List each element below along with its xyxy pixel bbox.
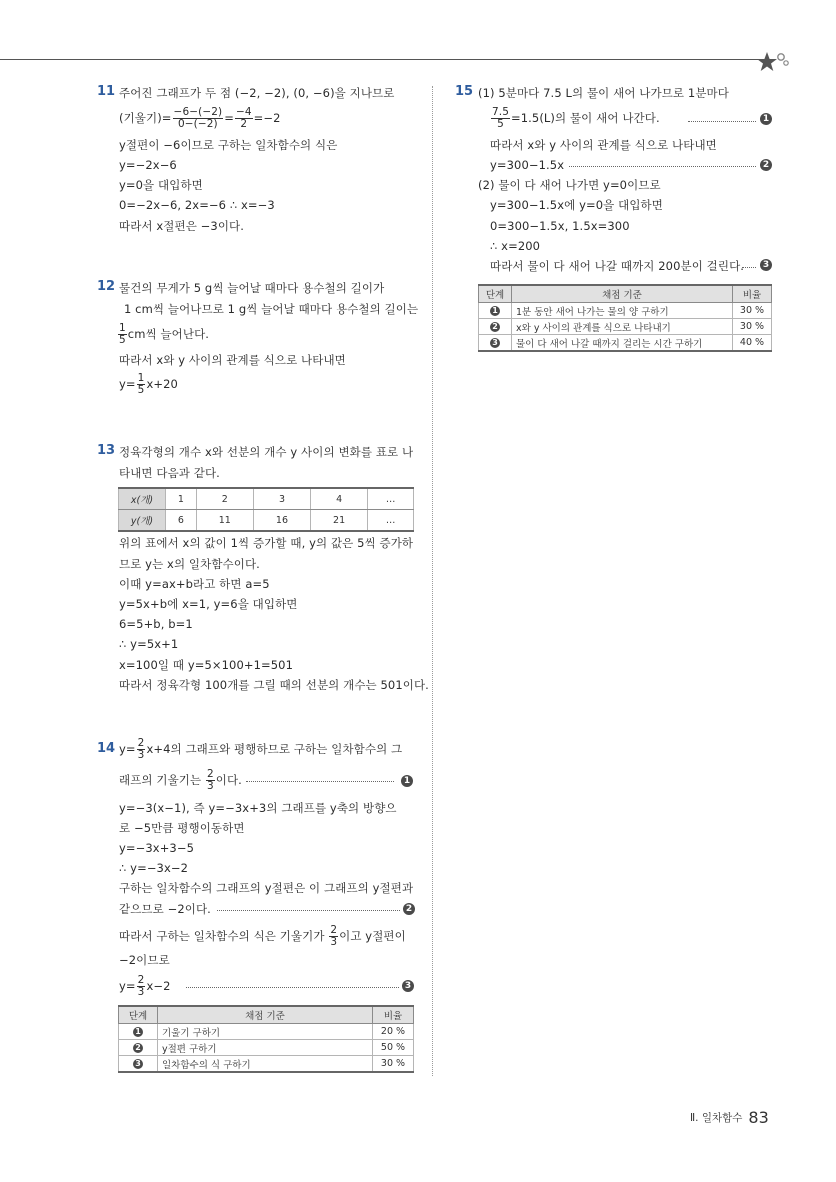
dotted-leader [186, 987, 399, 988]
page-footer [690, 1108, 769, 1127]
text-line: 따라서 물이 다 새어 나갈 때까지 200분이 걸린다. [490, 259, 745, 273]
problem-number: 14 [97, 741, 116, 756]
fraction: $\frac{2}{3}$ [137, 737, 145, 761]
equation-line: 0=−2x−6, 2x=−6 ∴ x=−3 [119, 198, 275, 212]
text-line: 타내면 다음과 같다. [119, 466, 220, 480]
table-cell: y절편 구하기 [158, 1040, 373, 1056]
star-icon [757, 49, 791, 75]
table-row [479, 303, 772, 319]
table-row [119, 1040, 414, 1056]
equation-line: x=100일 때 y=5×100+1=501 [119, 658, 294, 672]
table-cell: 2 [196, 488, 253, 510]
fraction: $\frac{2}{3}$ [137, 974, 145, 998]
step-marker: 1 [133, 1027, 143, 1037]
text-line: 이때 y=ax+b라고 하면 a=5 [119, 577, 270, 591]
table-row [119, 510, 414, 532]
table-cell: 6 [166, 510, 197, 532]
step-marker: 3 [490, 338, 500, 348]
value-table [118, 487, 414, 532]
text-line: 물건의 무게가 5 g씩 늘어날 때마다 용수철의 길이가 [119, 281, 385, 295]
step-marker: 2 [490, 322, 500, 332]
equation-line: y=−2x−6 [119, 158, 177, 172]
text-line: y= $\frac{2}{3}$ x+4의 그래프와 평행하므로 구하는 일차함수의 그 [119, 737, 403, 761]
table-header: 채점 기준 [512, 285, 733, 303]
text-line: 로 −5만큼 평행이동하면 [119, 821, 245, 835]
table-cell: 20 % [373, 1024, 414, 1040]
dotted-leader [742, 267, 756, 268]
equation-line: ∴ y=5x+1 [119, 637, 179, 651]
dotted-leader [688, 121, 756, 122]
table-cell: 3 [253, 488, 310, 510]
column-divider [432, 86, 433, 1076]
text-line: 1 cm씩 늘어나므로 1 g씩 늘어날 때마다 용수철의 길이는 [124, 302, 419, 316]
equation-line: ∴ x=200 [490, 239, 541, 253]
chapter-label: Ⅱ. 일차함수 [690, 1112, 743, 1124]
step-marker: 3 [760, 259, 772, 271]
text-line: 같으므로 −2이다. [119, 902, 211, 916]
step-marker: 1 [401, 775, 413, 787]
table-header: 단계 [479, 285, 512, 303]
slope-formula: (기울기)= $\frac{-6-(-2)}{0-(-2)}$ = $\frac{-4}{2}$ =−2 [119, 106, 281, 130]
step-marker: 2 [760, 159, 772, 171]
table-header-row [119, 1006, 414, 1024]
scoring-table [118, 1005, 414, 1073]
table-cell: … [368, 488, 414, 510]
equation-line: y=300−1.5x [490, 158, 565, 172]
dotted-leader [246, 781, 394, 782]
page-number: 83 [748, 1108, 769, 1127]
equation-line: 0=300−1.5x, 1.5x=300 [490, 219, 630, 233]
equation-line: y= $\frac{2}{3}$ x−2 [119, 974, 171, 998]
step-marker: 1 [760, 113, 772, 125]
fraction: $\frac{1}{5}$ [137, 372, 145, 396]
table-cell: 40 % [733, 335, 772, 352]
table-header: 단계 [119, 1006, 158, 1024]
text-line: 주어진 그래프가 두 점 (−2, −2), (0, −6)을 지나므로 [119, 86, 395, 100]
equation-line: y=−3x+3−5 [119, 841, 195, 855]
table-cell: 4 [311, 488, 368, 510]
text-line: y=5x+b에 x=1, y=6을 대입하면 [119, 597, 298, 611]
dotted-leader [569, 166, 756, 167]
table-cell: 21 [311, 510, 368, 532]
table-header: 채점 기준 [158, 1006, 373, 1024]
step-marker: 2 [133, 1043, 143, 1053]
step-marker: 3 [133, 1059, 143, 1069]
step-marker: 3 [402, 980, 414, 992]
table-cell: 기울기 구하기 [158, 1024, 373, 1040]
fraction: $\frac{2}{3}$ [206, 768, 214, 792]
text-line: 따라서 x절편은 −3이다. [119, 219, 244, 233]
problem-number: 15 [455, 84, 474, 99]
table-row [119, 1056, 414, 1073]
table-cell: 1 [166, 488, 197, 510]
text-line: y=−3(x−1), 즉 y=−3x+3의 그래프를 y축의 방향으 [119, 801, 397, 815]
text-line: y=0을 대입하면 [119, 178, 203, 192]
text-line: 따라서 x와 y 사이의 관계를 식으로 나타내면 [119, 353, 346, 367]
fraction: $\frac{-6-(-2)}{0-(-2)}$ [173, 106, 223, 130]
table-header: 비율 [733, 285, 772, 303]
problem-number: 13 [97, 443, 116, 458]
problem-number: 12 [97, 279, 116, 294]
table-cell: 50 % [373, 1040, 414, 1056]
table-row [479, 319, 772, 335]
text-line: −2이므로 [119, 953, 170, 967]
text-line: 따라서 구하는 일차함수의 식은 기울기가 $\frac{2}{3}$ 이고 y절편이 [119, 924, 406, 948]
table-cell: 30 % [733, 319, 772, 335]
table-cell: 30 % [373, 1056, 414, 1073]
table-cell: … [368, 510, 414, 532]
table-row [119, 1024, 414, 1040]
fraction: $\frac{-4}{2}$ [235, 106, 252, 130]
fraction-line: $\frac{1}{5}$ cm씩 늘어난다. [119, 322, 210, 346]
text-line: 므로 y는 x의 일차함수이다. [119, 557, 260, 571]
equation-line: 6=5+b, b=1 [119, 617, 193, 631]
table-row [479, 335, 772, 352]
table-cell: 1분 동안 새어 나가는 물의 양 구하기 [512, 303, 733, 319]
table-cell: 16 [253, 510, 310, 532]
fraction-line: $\frac{7.5}{5}$ =1.5(L)의 물이 새어 나간다. [492, 106, 660, 130]
text-line: y절편이 −6이므로 구하는 일차함수의 식은 [119, 138, 338, 152]
fraction: $\frac{2}{3}$ [330, 924, 338, 948]
table-header: 비율 [373, 1006, 414, 1024]
dotted-leader [217, 910, 400, 911]
table-cell: 30 % [733, 303, 772, 319]
text-line: 따라서 정육각형 100개를 그릴 때의 선분의 개수는 501이다. [119, 678, 429, 692]
equation-line: ∴ y=−3x−2 [119, 861, 189, 875]
text-line: 위의 표에서 x의 값이 1씩 증가할 때, y의 값은 5씩 증가하 [119, 536, 414, 550]
text-line: 래프의 기울기는 $\frac{2}{3}$ 이다. [119, 768, 242, 792]
text-line: (1) 5분마다 7.5 L의 물이 새어 나가므로 1분마다 [478, 86, 729, 100]
text-line: (2) 물이 다 새어 나가면 y=0이므로 [478, 178, 661, 192]
table-cell: 일차함수의 식 구하기 [158, 1056, 373, 1073]
table-header: y(개) [119, 510, 166, 532]
problem-number: 11 [97, 84, 116, 99]
table-cell: 물이 다 새어 나갈 때까지 걸리는 시간 구하기 [512, 335, 733, 352]
table-header-row [479, 285, 772, 303]
table-row [119, 488, 414, 510]
text-line: 따라서 x와 y 사이의 관계를 식으로 나타내면 [490, 138, 717, 152]
text-line: y=300−1.5x에 y=0을 대입하면 [490, 198, 663, 212]
text-line: 정육각형의 개수 x와 선분의 개수 y 사이의 변화를 표로 나 [119, 445, 414, 459]
header-rule [0, 59, 760, 60]
table-cell: x와 y 사이의 관계를 식으로 나타내기 [512, 319, 733, 335]
fraction: $\frac{1}{5}$ [119, 322, 126, 346]
scoring-table [478, 284, 772, 352]
step-marker: 2 [403, 903, 415, 915]
table-cell: 11 [196, 510, 253, 532]
step-marker: 1 [490, 306, 500, 316]
fraction: $\frac{7.5}{5}$ [492, 106, 509, 130]
table-header: x(개) [119, 488, 166, 510]
text-line: 구하는 일차함수의 그래프의 y절편은 이 그래프의 y절편과 [119, 881, 414, 895]
equation-line: y= $\frac{1}{5}$ x+20 [119, 372, 178, 396]
